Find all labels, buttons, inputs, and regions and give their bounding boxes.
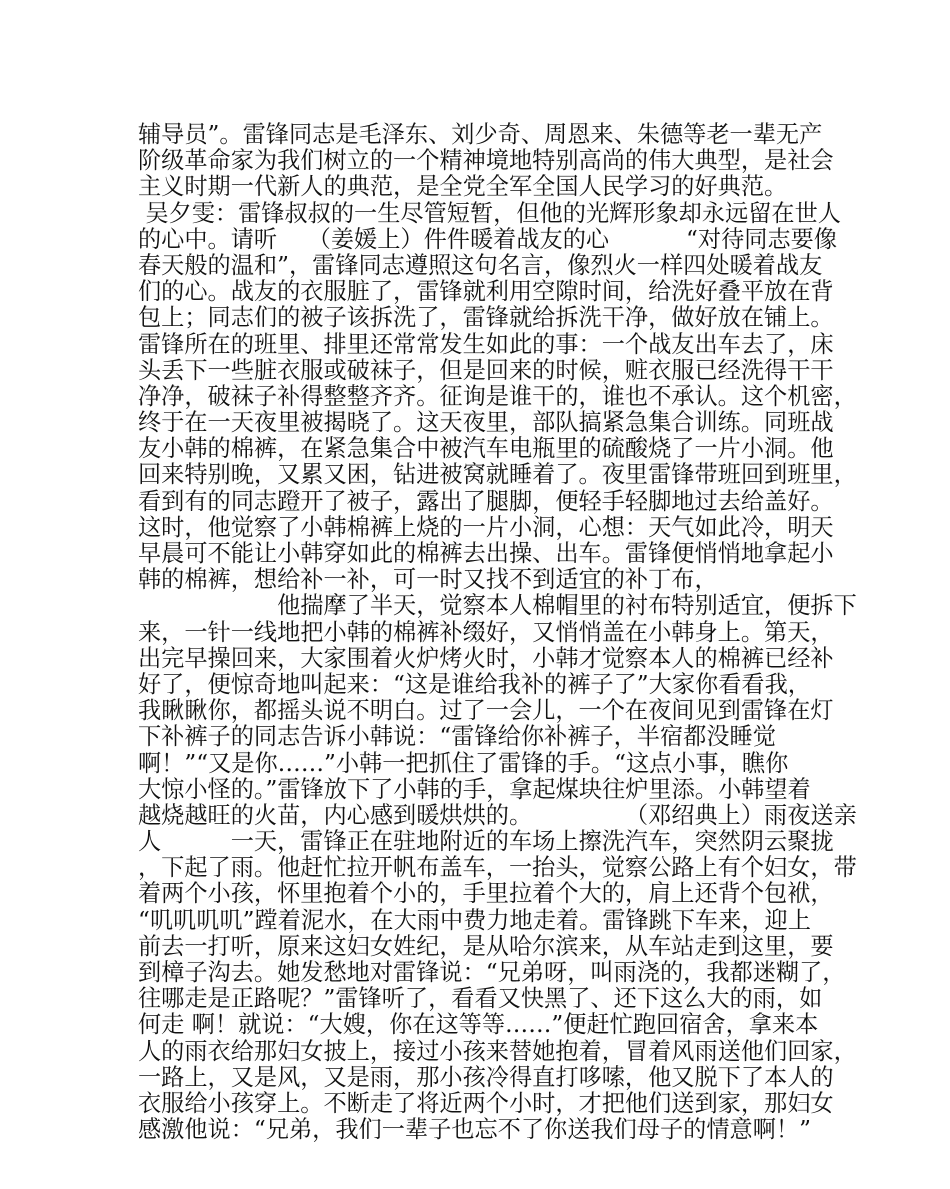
- text-line: “叽叽叽叽”蹚着泥水，在大雨中费力地走着。雷锋跳下车来，迎上: [138, 906, 811, 934]
- text-line: 主义时期一代新人的典范，是全党全军全国人民学习的好典范。: [138, 173, 788, 201]
- text-line: 的心中。请听 （姜媛上）件件暖着战友的心 “对待同志要像: [138, 225, 838, 253]
- text-line: 感激他说：“兄弟，我们一辈子也忘不了你送我们母子的情意啊！”: [138, 1116, 811, 1144]
- text-line: 辅导员”。雷锋同志是毛泽东、刘少奇、周恩来、朱德等老一辈无产: [138, 121, 823, 148]
- text-line: 雷锋所在的班里、排里还常常发生如此的事：一个战友出车去了，床: [138, 330, 834, 358]
- text-line: 下补裤子的同志告诉小韩说：“雷锋给你补裤子，半宿都没睡觉: [138, 723, 776, 751]
- text-line: 一路上，又是风，又是雨，那小孩冷得直打哆嗦，他又脱下了本人的: [138, 1063, 834, 1091]
- text-line: 大惊小怪的。”雷锋放下了小韩的手，拿起煤块往炉里添。小韩望着: [138, 775, 811, 803]
- text-line: 这时，他觉察了小韩棉裤上烧的一片小洞，心想：天气如此冷，明天: [138, 513, 834, 541]
- text-line: 往哪走是正路呢？”雷锋听了，看看又快黑了、还下这么大的雨，如: [138, 985, 823, 1013]
- text-line: 到樟子沟去。她发愁地对雷锋说：“兄弟呀，叫雨浇的，我都迷糊了，: [138, 959, 846, 986]
- text-line: 韩的棉裤，想给补一补，可一时又找不到适宜的补丁布，: [138, 566, 718, 594]
- text-line: 好了，便惊奇地叫起来：“这是谁给我补的裤子了”大家你看看我，: [138, 670, 811, 698]
- text-line: 何走 啊！就说：“大嫂，你在这等等……”便赶忙跑回宿舍，拿来本: [138, 1011, 819, 1039]
- text-line: 我瞅瞅你，都摇头说不明白。过了一会儿，一个在夜间见到雷锋在灯: [138, 697, 834, 725]
- text-line: 包上；同志们的被子该拆洗了，雷锋就给拆洗干净，做好放在铺上。: [138, 304, 834, 332]
- text-line: 头丢下一些脏衣服或破袜子，但是回来的时候，赃衣服已经洗得干干: [138, 356, 834, 384]
- text-line: 来，一针一线地把小韩的棉裤补缀好，又悄悄盖在小韩身上。第天，: [138, 618, 834, 646]
- text-line: 春天般的温和”，雷锋同志遵照这句名言，像烈火一样四处暖着战友: [138, 251, 823, 279]
- text-line: 们的心。战友的衣服脏了，雷锋就利用空隙时间，给洗好叠平放在背: [138, 278, 834, 306]
- text-line: 他揣摩了半天，觉察本人棉帽里的衬布特别适宜，便拆下: [138, 592, 857, 620]
- text-line: 友小韩的棉裤，在紧急集合中被汽车电瓶里的硫酸烧了一片小洞。他: [138, 435, 834, 463]
- text-line: 回来特别晚，又累又困，钻进被窝就睡着了。夜里雷锋带班回到班里，: [138, 461, 857, 489]
- text-line: 人 一天，雷锋正在驻地附近的车场上擦洗汽车，突然阴云聚拢: [138, 828, 834, 856]
- text-line: 看到有的同志蹬开了被子，露出了腿脚，便轻手轻脚地过去给盖好。: [138, 487, 834, 515]
- text-line: 阶级革命家为我们树立的一个精神境地特别高尚的伟大典型，是社会: [138, 147, 834, 175]
- text-line: 人的雨衣给那妇女披上，接过小孩来替她抱着，冒着风雨送他们回家，: [138, 1037, 857, 1065]
- text-line: ，下起了雨。他赶忙拉开帆布盖车，一抬头，觉察公路上有个妇女，带: [138, 854, 857, 882]
- text-line: 着两个小孩，怀里抱着个小的，手里拉着个大的，肩上还背个包袱，: [138, 880, 834, 908]
- text-line: 净净，破袜子补得整整齐齐。征询是谁干的，谁也不承认。这个机密，: [138, 382, 857, 410]
- text-line: 吴夕雯：雷锋叔叔的一生尽管短暂，但他的光辉形象却永远留在世人: [138, 199, 841, 227]
- text-line: 前去一打听，原来这妇女姓纪，是从哈尔滨来，从车站走到这里，要: [138, 932, 834, 960]
- text-line: 啊！”“又是你……”小韩一把抓住了雷锋的手。“这点小事，瞧你: [138, 749, 789, 777]
- text-line: 衣服给小孩穿上。不断走了将近两个小时，才把他们送到家，那妇女: [138, 1089, 834, 1117]
- document-body-text: [138, 121, 857, 1144]
- text-line: 越烧越旺的火苗，内心感到暖烘烘的。 （邓绍典上）雨夜送亲: [138, 801, 857, 829]
- text-line: 早晨可不能让小韩穿如此的棉裤去出操、出车。雷锋便悄悄地拿起小: [138, 540, 834, 567]
- text-line: 出完早操回来，大家围着火炉烤火时，小韩才觉察本人的棉裤已经补: [138, 644, 834, 672]
- text-line: 终于在一天夜里被揭晓了。这天夜里，部队搞紧急集合训练。同班战: [138, 409, 834, 437]
